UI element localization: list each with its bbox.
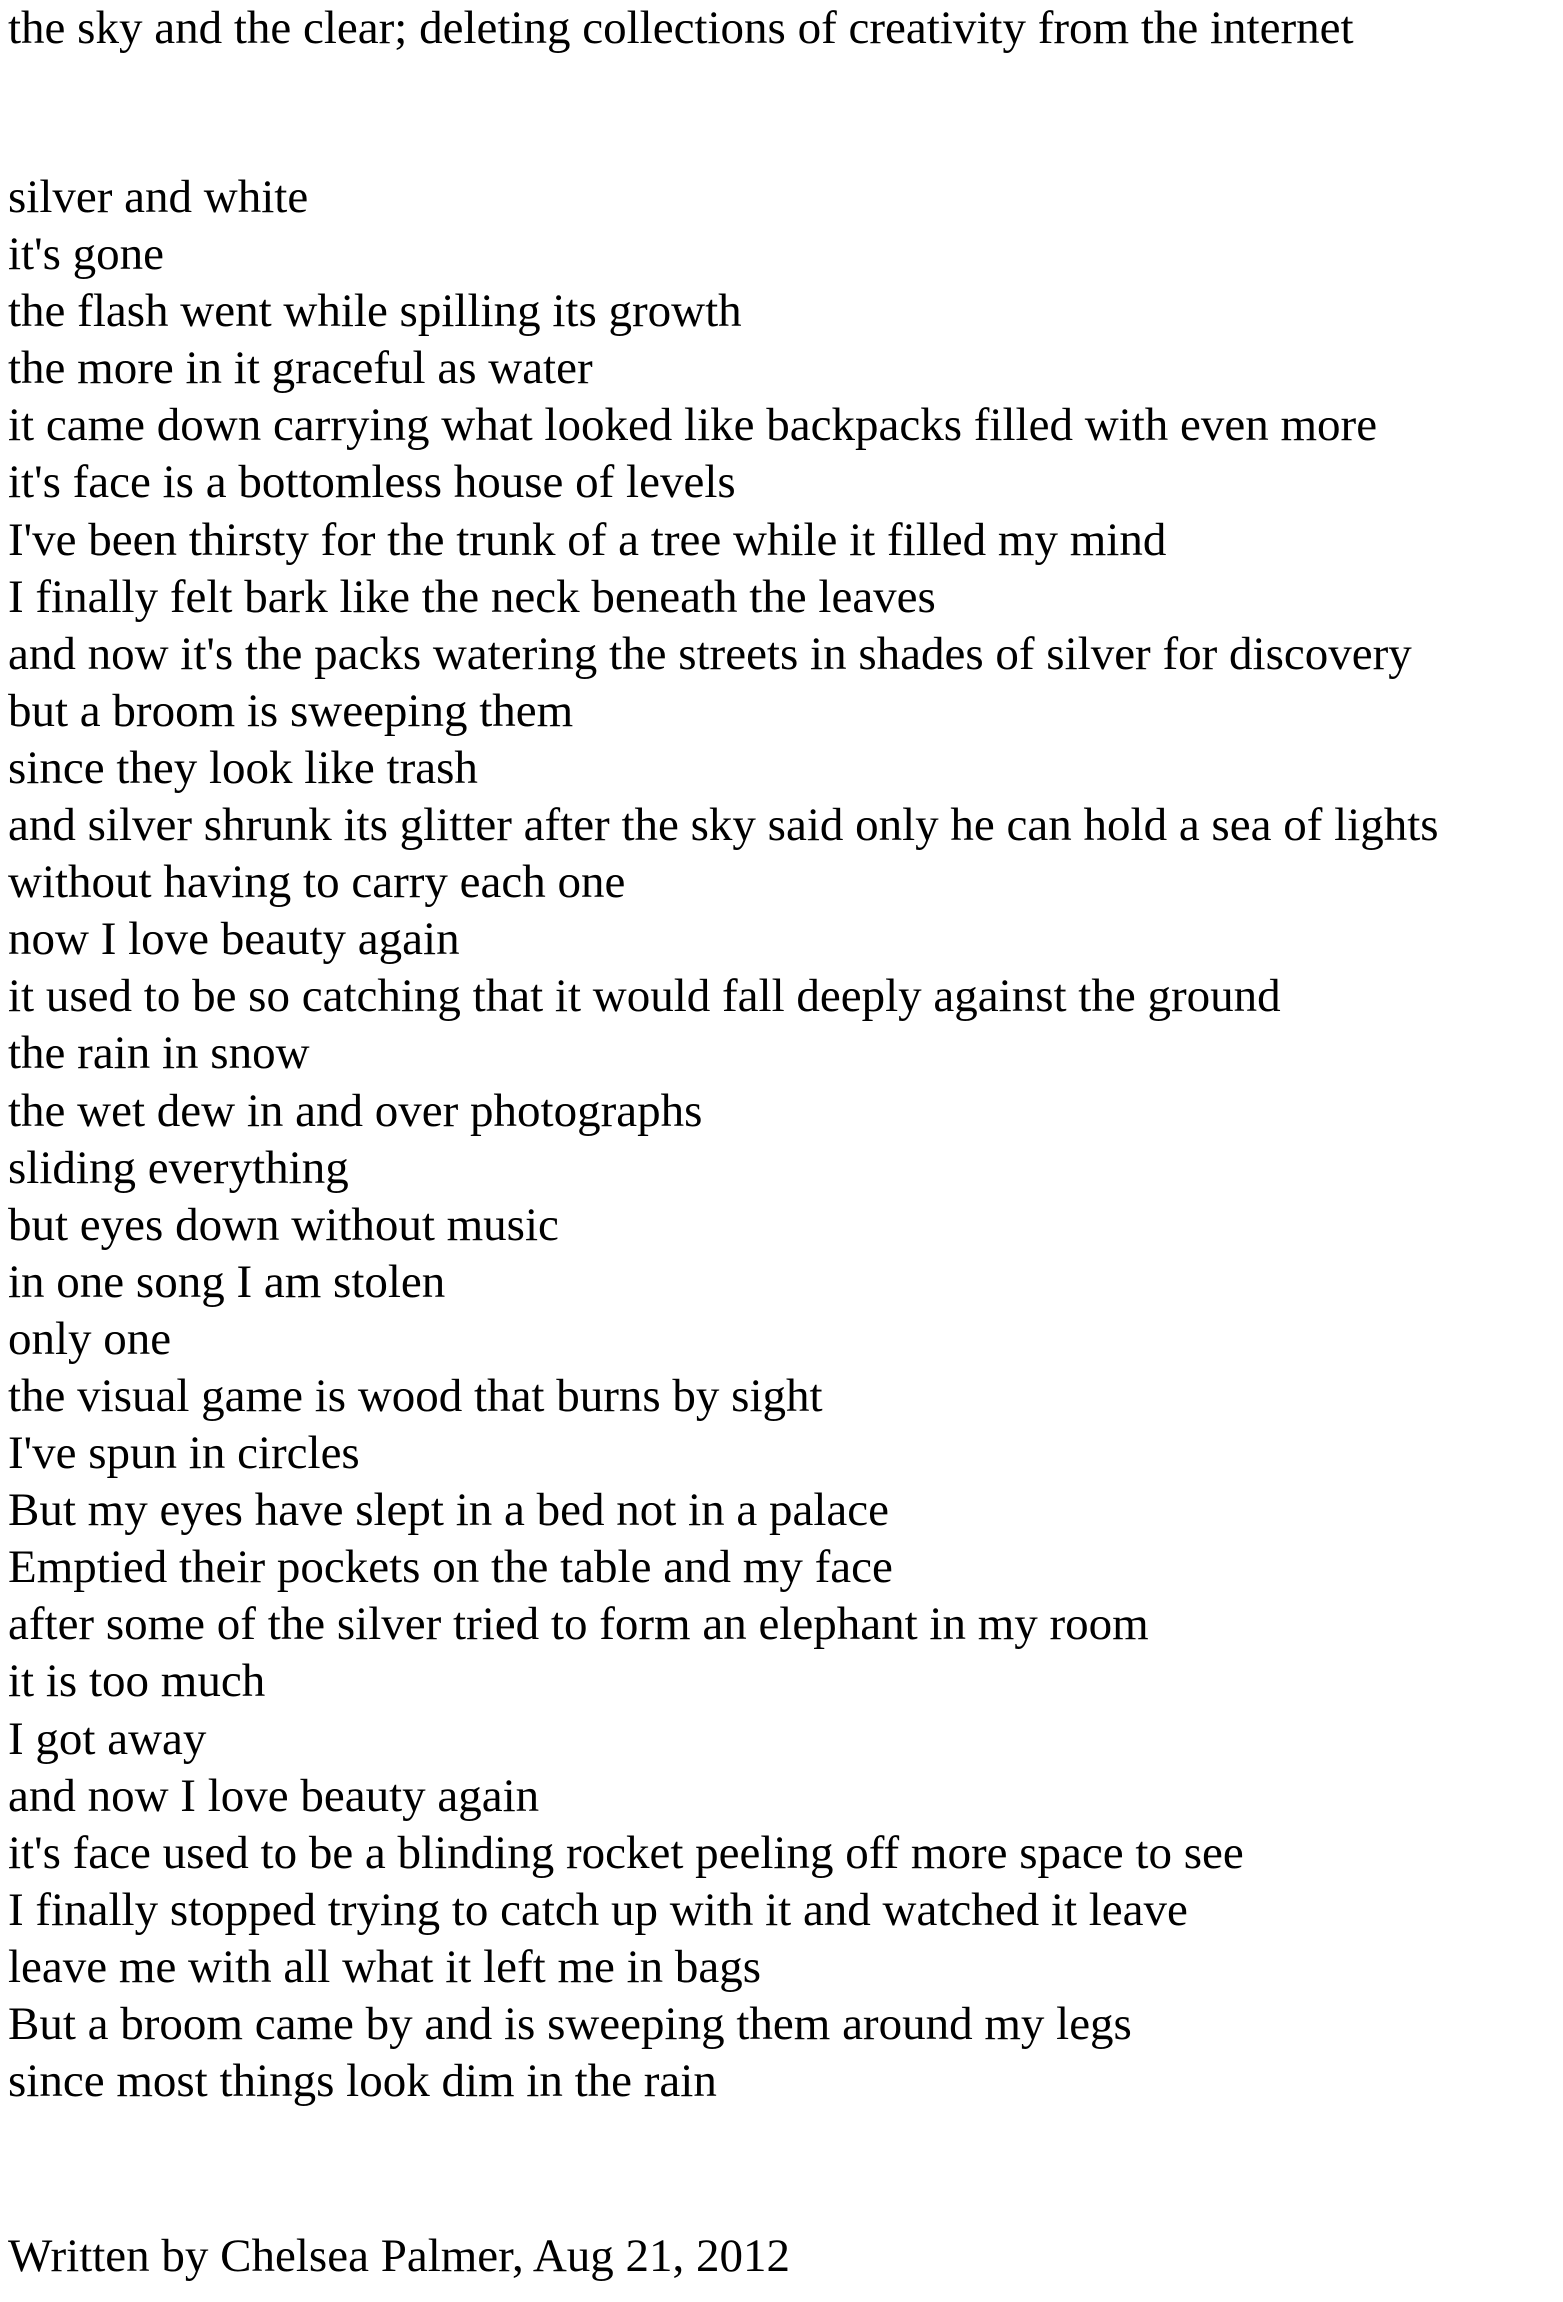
poem-line: in one song I am stolen bbox=[8, 1255, 446, 1308]
poem-line: I got away bbox=[8, 1712, 207, 1765]
poem-signature: Written by Chelsea Palmer, Aug 21, 2012 bbox=[8, 2230, 791, 2282]
poem-line: since they look like trash bbox=[8, 741, 478, 794]
poem-line: only one bbox=[8, 1312, 172, 1365]
poem-line: it came down carrying what looked like backpacks filled with even more bbox=[8, 399, 1378, 452]
poem-line: sliding everything bbox=[8, 1141, 349, 1194]
poem-line: Emptied their pockets on the table and my face bbox=[8, 1541, 893, 1594]
poem-line: silver and white bbox=[8, 171, 309, 223]
poem-title: the sky and the clear; deleting collections of creativity from the internet bbox=[8, 2, 1354, 54]
poem-line: leave me with all what it left me in bags bbox=[8, 1940, 762, 1993]
poem-line: I've spun in circles bbox=[8, 1427, 360, 1480]
poem-line: the rain in snow bbox=[8, 1027, 310, 1080]
poem-line: the wet dew in and over photographs bbox=[8, 1084, 703, 1137]
poem-line: the flash went while spilling its growth bbox=[8, 285, 742, 338]
poem-line: it used to be so catching that it would fall deeply against the ground bbox=[8, 970, 1281, 1023]
poem-line: But my eyes have slept in a bed not in a palace bbox=[8, 1484, 889, 1537]
poem-line: and now I love beauty again bbox=[8, 1769, 540, 1822]
poem-line: I finally felt bark like the neck beneath the leaves bbox=[8, 570, 936, 623]
poem-line: the more in it graceful as water bbox=[8, 342, 593, 395]
poem-line: and now it's the packs watering the streets in shades of silver for discovery bbox=[8, 627, 1412, 680]
poem-line: it's face is a bottomless house of levels bbox=[8, 456, 736, 509]
poem-line: I've been thirsty for the trunk of a tree while it filled my mind bbox=[8, 513, 1167, 566]
poem-line: after some of the silver tried to form an elephant in my room bbox=[8, 1598, 1149, 1651]
poem-line: it's gone bbox=[8, 228, 164, 281]
document-page bbox=[8, 0, 1553, 2110]
poem-line: the visual game is wood that burns by sight bbox=[8, 1369, 823, 1422]
poem-line: since most things look dim in the rain bbox=[8, 2055, 717, 2108]
poem-line: but a broom is sweeping them bbox=[8, 684, 574, 737]
poem-line: and silver shrunk its glitter after the sky said only he can hold a sea of lights bbox=[8, 799, 1439, 852]
poem-line: it is too much bbox=[8, 1655, 266, 1708]
poem-line: but eyes down without music bbox=[8, 1198, 559, 1251]
poem-line: now I love beauty again bbox=[8, 913, 460, 966]
poem-line: I finally stopped trying to catch up with it and watched it leave bbox=[8, 1883, 1188, 1936]
poem-line: But a broom came by and is sweeping them around my legs bbox=[8, 1998, 1132, 2050]
poem-line: it's face used to be a blinding rocket peeling off more space to see bbox=[8, 1826, 1244, 1879]
poem-line: without having to carry each one bbox=[8, 856, 626, 909]
poem-body bbox=[8, 169, 1553, 2110]
